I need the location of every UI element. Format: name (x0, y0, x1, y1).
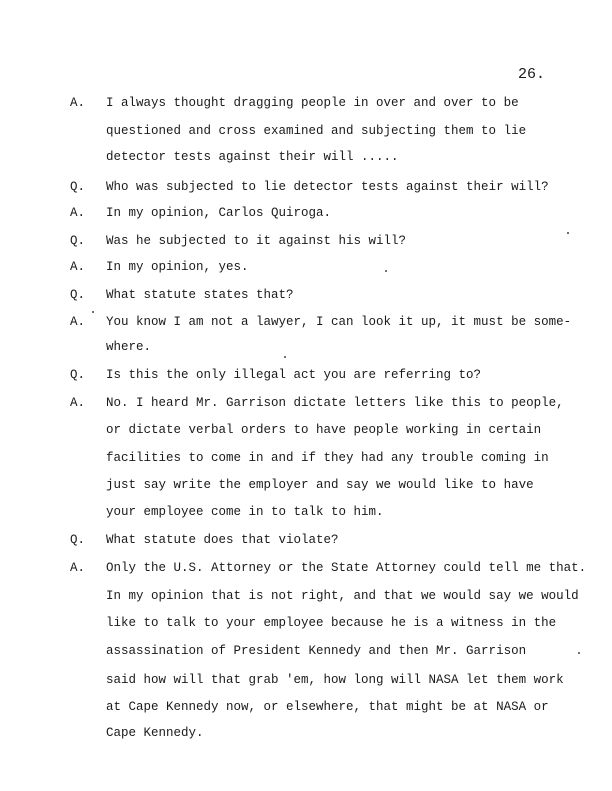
speaker-label: A. (70, 396, 86, 410)
speaker-label: A. (70, 315, 86, 329)
testimony-line: like to talk to your employee because he is a witness in the (106, 616, 557, 630)
testimony-line: Only the U.S. Attorney or the State Attorney could tell me that. (106, 561, 587, 575)
testimony-line: Is this the only illegal act you are referring to? (106, 368, 482, 382)
testimony-line: or dictate verbal orders to have people working in certain (106, 423, 542, 437)
speaker-label: A. (70, 96, 86, 110)
testimony-line: I always thought dragging people in over and over to be (106, 96, 519, 110)
page-number: 26. (518, 66, 546, 83)
testimony-line: Was he subjected to it against his will? (106, 234, 407, 248)
testimony-line: detector tests against their will ..... (106, 150, 399, 164)
scan-speck (385, 270, 387, 272)
speaker-label: Q. (70, 368, 86, 382)
speaker-label: A. (70, 260, 86, 274)
scan-speck (92, 311, 94, 313)
testimony-line: facilities to come in and if they had any trouble coming in (106, 451, 549, 465)
testimony-line: said how will that grab 'em, how long will NASA let them work (106, 673, 564, 687)
testimony-line: your employee come in to talk to him. (106, 505, 384, 519)
testimony-line: where. (106, 340, 152, 354)
testimony-line: In my opinion, yes. (106, 260, 249, 274)
testimony-line: questioned and cross examined and subjecting them to lie (106, 124, 527, 138)
testimony-line: What statute states that? (106, 288, 294, 302)
speaker-label: Q. (70, 180, 86, 194)
scan-speck (578, 652, 580, 654)
testimony-line: You know I am not a lawyer, I can look it up, it must be some- (106, 315, 572, 329)
testimony-line: assassination of President Kennedy and then Mr. Garrison (106, 644, 527, 658)
testimony-line: In my opinion that is not right, and that we would say we would (106, 589, 579, 603)
testimony-line: In my opinion, Carlos Quiroga. (106, 206, 332, 220)
testimony-line: Cape Kennedy. (106, 726, 204, 740)
scan-speck (284, 356, 286, 358)
speaker-label: Q. (70, 533, 86, 547)
testimony-line: Who was subjected to lie detector tests against their will? (106, 180, 549, 194)
testimony-line: just say write the employer and say we would like to have (106, 478, 534, 492)
testimony-line: No. I heard Mr. Garrison dictate letters like this to people, (106, 396, 564, 410)
speaker-label: Q. (70, 288, 86, 302)
testimony-line: at Cape Kennedy now, or elsewhere, that might be at NASA or (106, 700, 549, 714)
speaker-label: Q. (70, 234, 86, 248)
speaker-label: A. (70, 206, 86, 220)
scan-speck (567, 232, 569, 234)
testimony-line: What statute does that violate? (106, 533, 339, 547)
speaker-label: A. (70, 561, 86, 575)
